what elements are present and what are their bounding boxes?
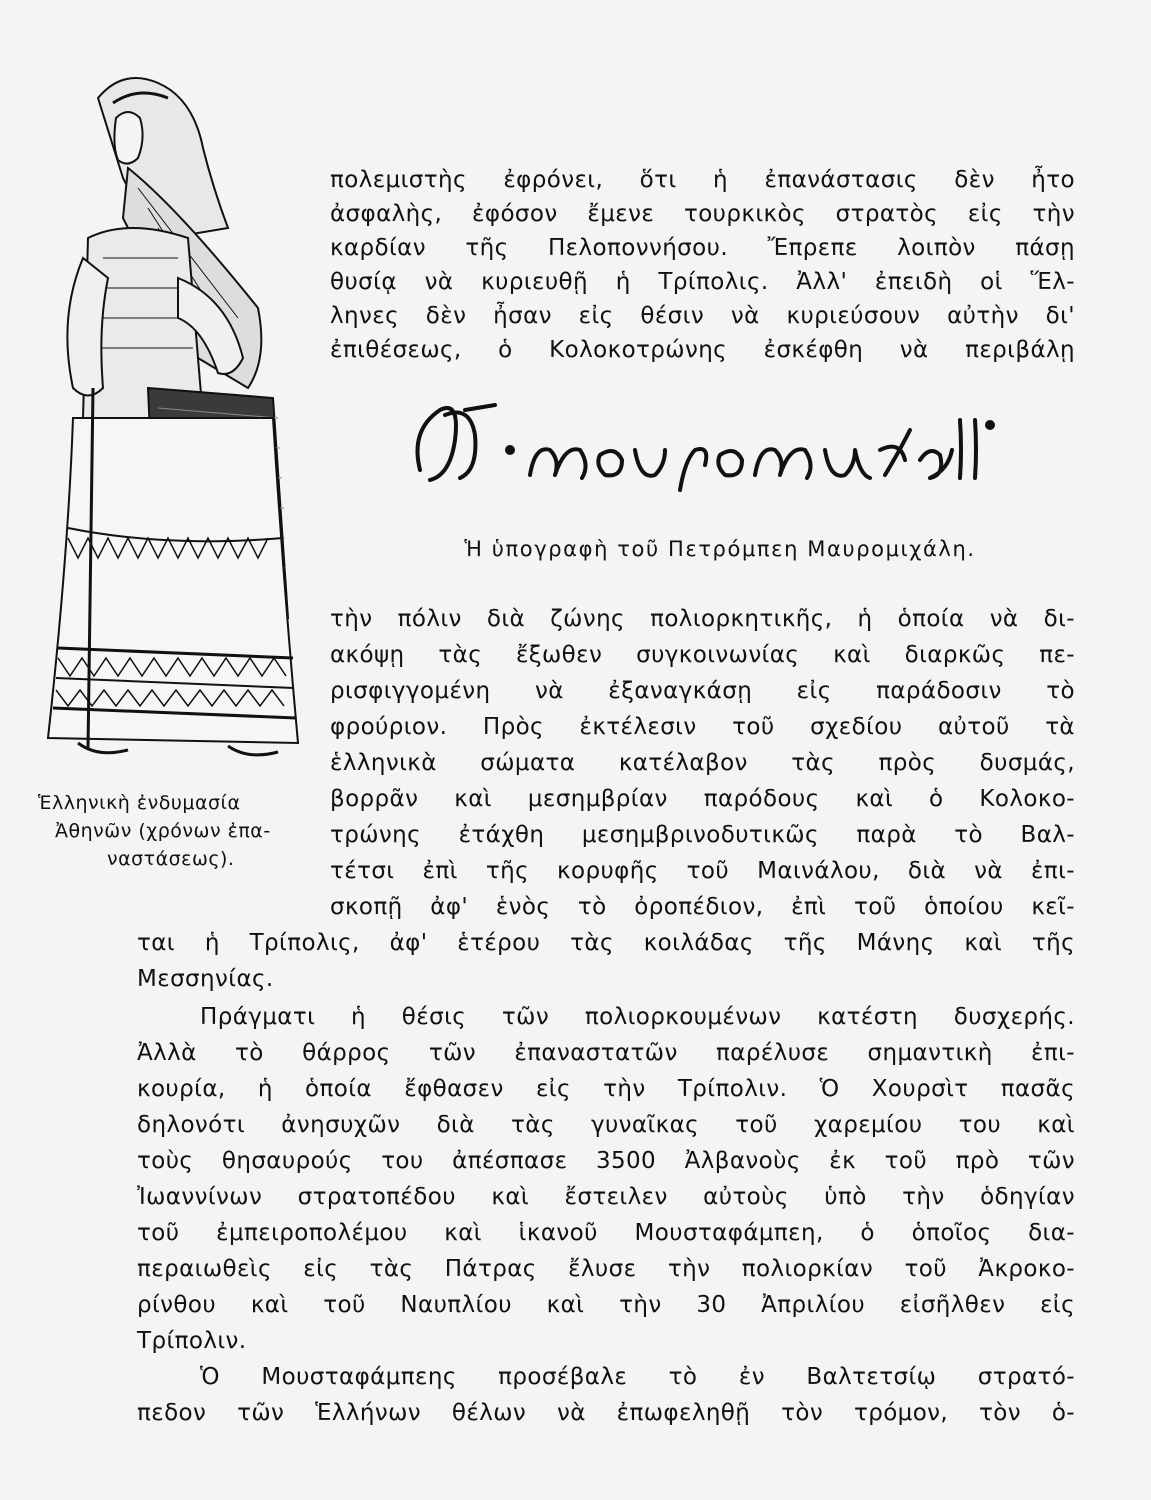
handwritten-signature (400, 390, 1000, 500)
text-line: ακόψῃ τὰς ἔξωθεν συγκοινωνίας καὶ διαρκῶς πε- (330, 642, 1075, 668)
text-line: Μεσσηνίας. (137, 966, 274, 992)
text-line: ληνες δὲν ἦσαν εἰς θέσιν νὰ κυριεύσουν αὐτὴν δι' (330, 303, 1075, 329)
text-line: τοῦ ἐμπειροπολέμου καὶ ἱκανοῦ Μουσταφάμπεη, ὁ ὁποῖος δια- (137, 1220, 1075, 1246)
figure-caption-line-3: ναστάσεως). (107, 848, 235, 870)
text-line: Πράγματι ἡ θέσις τῶν πολιορκουμένων κατέστη δυσχερής. (200, 1004, 1075, 1030)
signature-caption: Ἡ ὑπογραφὴ τοῦ Πετρόμπεη Μαυρομιχάλη. (464, 537, 976, 561)
costume-illustration (28, 58, 328, 770)
text-line: καρδίαν τῆς Πελοποννήσου. Ἔπρεπε λοιπὸν πάσῃ (330, 235, 1075, 261)
text-line: βορρᾶν καὶ μεσημβρίαν παρόδους καὶ ὁ Κολοκο- (330, 786, 1075, 812)
figure-caption-line-1: Ἑλληνικὴ ἐνδυμασία (38, 792, 241, 814)
text-line: Ἀλλὰ τὸ θάρρος τῶν ἐπαναστατῶν παρέλυσε σημαντικὴ ἐπι- (137, 1040, 1075, 1066)
text-line: ρίνθου καὶ τοῦ Ναυπλίου καὶ τὴν 30 Ἀπριλίου εἰσῆλθεν εἰς (137, 1292, 1075, 1318)
text-line: κουρία, ἡ ὁποία ἔφθασεν εἰς τὴν Τρίπολιν. Ὁ Χουρσὶτ πασᾶς (137, 1076, 1075, 1102)
text-line: ἐπιθέσεως, ὁ Κολοκοτρώνης ἐσκέφθη νὰ περιβάλῃ (330, 337, 1075, 363)
text-line: ἑλληνικὰ σώματα κατέλαβον τὰς πρὸς δυσμάς, (330, 750, 1075, 776)
text-line: σκοπῇ ἀφ' ἑνὸς τὸ ὀροπέδιον, ἐπὶ τοῦ ὁποίου κεῖ- (330, 894, 1075, 920)
text-line: τὴν πόλιν διὰ ζώνης πολιορκητικῆς, ἡ ὁποία νὰ δι- (330, 606, 1075, 632)
text-line: θυσίᾳ νὰ κυριευθῇ ἡ Τρίπολις. Ἀλλ' ἐπειδὴ οἱ Ἕλ- (330, 269, 1075, 295)
text-line: πεδον τῶν Ἑλλήνων θέλων νὰ ἐπωφεληθῇ τὸν τρόμον, τὸν ὁ- (137, 1400, 1075, 1426)
text-line: ρισφιγγομένη νὰ ἐξαναγκάσῃ εἰς παράδοσιν τὸ (330, 678, 1075, 704)
text-line: πολεμιστὴς ἐφρόνει, ὅτι ἡ ἐπανάστασις δὲν ἦτο (330, 167, 1075, 193)
text-line: φρούριον. Πρὸς ἐκτέλεσιν τοῦ σχεδίου αὐτοῦ τὰ (330, 714, 1075, 740)
text-line: τοὺς θησαυρούς του ἀπέσπασε 3500 Ἀλβανοὺς ἐκ τοῦ πρὸ τῶν (137, 1148, 1075, 1174)
text-line: Ἰωαννίνων στρατοπέδου καὶ ἔστειλεν αὐτοὺς ὑπὸ τὴν ὁδηγίαν (137, 1184, 1075, 1210)
text-line: ἀσφαλὴς, ἐφόσον ἔμενε τουρκικὸς στρατὸς εἰς τὴν (330, 201, 1075, 227)
text-line: ται ἡ Τρίπολις, ἀφ' ἑτέρου τὰς κοιλάδας τῆς Μάνης καὶ τῆς (137, 930, 1075, 956)
text-line: Ὁ Μουσταφάμπεης προσέβαλε τὸ ἐν Βαλτετσίῳ στρατό- (200, 1364, 1075, 1390)
text-line: Τρίπολιν. (137, 1328, 247, 1354)
text-line: περαιωθεὶς εἰς τὰς Πάτρας ἔλυσε τὴν πολιορκίαν τοῦ Ἀκροκο- (137, 1256, 1075, 1282)
text-line: δηλονότι ἀνησυχῶν διὰ τὰς γυναῖκας τοῦ χαρεμίου του καὶ (137, 1112, 1075, 1138)
figure-caption-line-2: Ἀθηνῶν (χρόνων ἐπα- (55, 820, 271, 842)
text-line: τρώνης ἐτάχθη μεσημβρινοδυτικῶς παρὰ τὸ Βαλ- (330, 822, 1075, 848)
text-line: τέτσι ἐπὶ τῆς κορυφῆς τοῦ Μαινάλου, διὰ νὰ ἐπι- (330, 858, 1075, 884)
